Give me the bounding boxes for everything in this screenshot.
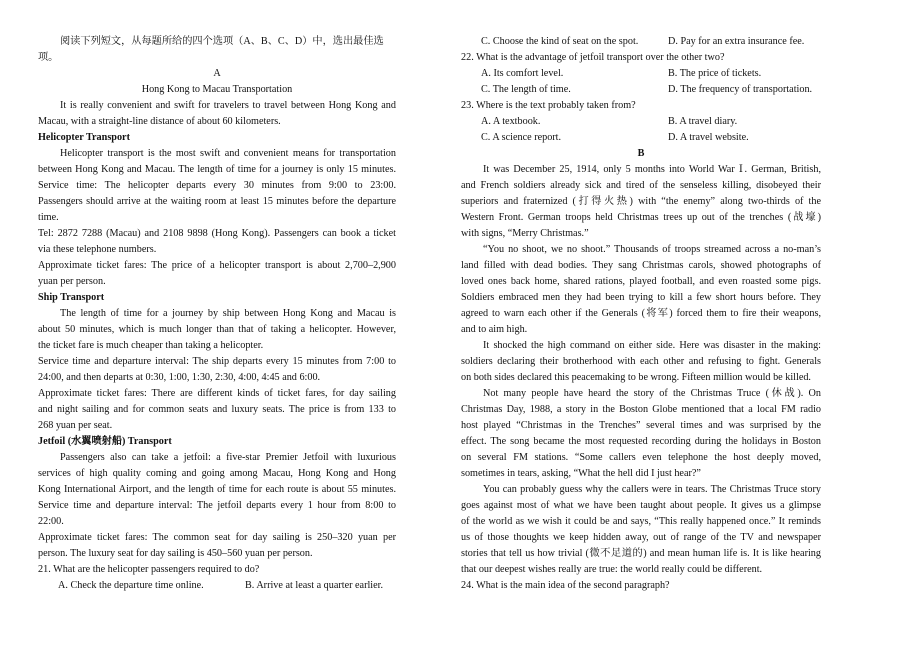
passage-b-line: Western Front. German troops held Christmas trees up out of the trenches (战壕) <box>461 212 821 223</box>
question-23-options <box>461 130 821 146</box>
helicopter-line: via these telephone numbers. <box>38 244 157 255</box>
option-d: D. Pay for an extra insurance fee. <box>668 36 805 47</box>
passage-b-line: You can probably guess why the callers were in tears. The Christmas Truce story <box>483 484 821 495</box>
option-c: C. The length of time. <box>481 84 571 95</box>
passage-b-line: stories that tell us how trivial (微不足道的) and mean human life is. It is like hearing <box>461 548 821 559</box>
passage-b-line: goes against most of what we have been taught about people. It gives us a glimpse <box>461 500 821 511</box>
ship-line: Service time and departure interval: The ship departs every 15 minutes from 7:00 to <box>38 356 396 367</box>
helicopter-line: Tel: 2872 7288 (Macau) and 2108 9898 (Hong Kong). Passengers can book a ticket <box>38 228 396 239</box>
passage-b-line: and French soldiers already sick and tired of the senseless killing, disobeyed their <box>461 180 821 191</box>
question-23: 23. Where is the text probably taken from? <box>461 100 636 111</box>
option-c: C. Choose the kind of seat on the spot. <box>481 36 639 47</box>
question-21-options <box>38 578 396 594</box>
option-b: B. The price of tickets. <box>668 68 762 79</box>
ship-line: and night sailing and for common seats and luxury seats. The price is from 133 to <box>38 404 396 415</box>
ship-line: about 50 minutes, which is much longer than that of taking a helicopter. However, <box>38 324 396 335</box>
passage-b-line: us of those thoughts we keep hidden away, out of range of the TV and newspaper <box>461 532 821 543</box>
right-column <box>461 34 821 594</box>
option-a: A. A textbook. <box>481 116 541 127</box>
passage-b-line: and to aim high. <box>461 324 528 335</box>
passage-b-line: superiors and fraternized (打得火热) with “the enemy” along two-thirds of the <box>461 196 821 207</box>
section-b-letter: B <box>637 148 645 159</box>
jetfoil-line: 22:00. <box>38 516 64 527</box>
jetfoil-line: person. The luxury seat for day sailing is 450–560 yuan per person. <box>38 548 313 559</box>
passage-b-line: with signs, “Merry Christmas.” <box>461 228 589 239</box>
instruction-continued: 项。 <box>38 52 59 63</box>
passage-b-line: soldiers declaring their brotherhood with each other and refusing to fight. Generals <box>461 356 821 367</box>
passage-b-line: It shocked the high command on either side. Here was disaster in the making: <box>483 340 821 351</box>
ship-line: 268 yuan per seat. <box>38 420 113 431</box>
passage-b-line: effect. The song became the most requested recording during the holidays in Boston <box>461 436 821 447</box>
option-b: B. Arrive at least a quarter earlier. <box>245 580 384 591</box>
jetfoil-line: Approximate ticket fares: The common seat for day sailing is 250–320 yuan per <box>38 532 396 543</box>
question-23-options <box>461 114 821 130</box>
option-b: B. A travel diary. <box>668 116 738 127</box>
helicopter-line: yuan per person. <box>38 276 106 287</box>
ship-heading: Ship Transport <box>38 292 105 303</box>
passage-a-title: Hong Kong to Macau Transportation <box>141 84 293 95</box>
option-d: D. The frequency of transportation. <box>668 84 813 95</box>
passage-b-line: Christmas Day, 1988, a story in the Boston Globe mentioned that a local FM radio <box>461 404 821 415</box>
option-c: C. A science report. <box>481 132 562 143</box>
helicopter-line: Approximate ticket fares: The price of a helicopter transport is about 2,700–2,900 <box>38 260 396 271</box>
jetfoil-line: Passengers also can take a jetfoil: a five-star Premier Jetfoil with luxurious <box>60 452 396 463</box>
passage-b-line: “You no shoot, we no shoot.” Thousands of troops streamed across a no-man’s <box>483 244 821 255</box>
option-d: D. A travel website. <box>668 132 749 143</box>
question-21: 21. What are the helicopter passengers required to do? <box>38 564 260 575</box>
option-a: A. Its comfort level. <box>481 68 564 79</box>
intro-line: It is really convenient and swift for travelers to travel between Hong Kong and <box>60 100 396 111</box>
jetfoil-line: services of high quality coming and going among Macau, Hong Kong and Hong <box>38 468 396 479</box>
passage-b-line: host played “Christmas in the Trenches” several times and was surprised by the <box>461 420 821 431</box>
helicopter-line: Service time: The helicopter departs every 30 minutes from 9:00 to 23:00. <box>38 180 396 191</box>
helicopter-line: Helicopter transport is the most swift and convenient means for transportation <box>60 148 396 159</box>
question-21-options-cont <box>461 34 821 50</box>
helicopter-line: between Hong Kong and Macau. The length of time for a journey is only 15 minutes. <box>38 164 396 175</box>
option-a: A. Check the departure time online. <box>58 580 204 591</box>
ship-line: the ticket fare is much cheaper than taking a helicopter. <box>38 340 264 351</box>
instruction: 阅读下列短文，从每题所给的四个选项（A、B、C、D）中，选出最佳选 <box>60 36 384 47</box>
passage-b-line: of the world as we wish it could be and says, “This really happened once.” It reminds <box>461 516 821 527</box>
left-column <box>38 34 396 594</box>
passage-b-line: land filled with dead bodies. They sang Christmas carols, showed photographs of <box>461 260 821 271</box>
passage-b-line: Not many people have heard the story of the Christmas Truce (休战). On <box>483 388 821 399</box>
helicopter-line: time. <box>38 212 59 223</box>
intro-line: Macau, with a straight-line distance of about 60 kilometers. <box>38 116 281 127</box>
question-22: 22. What is the advantage of jetfoil transport over the other two? <box>461 52 725 63</box>
passage-b-line: on both sides declared this peacemaking to be wrong. Fifteen million would be killed. <box>461 372 811 383</box>
passage-b-line: sometimes in tears, asking, “What the hell did I just hear?” <box>461 468 701 479</box>
ship-line: 24:00, and then departs at 0:30, 1:00, 1:30, 2:30, 4:00, 4:45 and 6:00. <box>38 372 321 383</box>
jetfoil-line: Kong International Airport, and the length of time for each route is about 55 minutes. <box>38 484 396 495</box>
passage-b-line: Soldiers embraced men they had been trying to kill a few short hours before. They <box>461 292 821 303</box>
ship-line: Approximate ticket fares: There are different kinds of ticket fares, for day sailing <box>38 388 396 399</box>
jetfoil-heading: Jetfoil (水翼喷射船) Transport <box>38 436 172 447</box>
question-22-options <box>461 82 821 98</box>
helicopter-line: Passengers should arrive at the waiting room at least 15 minutes before the departure <box>38 196 396 207</box>
passage-b-line: It was December 25, 1914, only 5 months into World War Ⅰ. German, British, <box>483 164 821 175</box>
question-24: 24. What is the main idea of the second paragraph? <box>461 580 670 591</box>
passage-b-line: loved ones back home, shared rations, played football, and even roasted some pigs. <box>461 276 821 287</box>
helicopter-heading: Helicopter Transport <box>38 132 130 143</box>
question-22-options <box>461 66 821 82</box>
passage-b-line: that our deepest wishes really are true: the world really could be different. <box>461 564 763 575</box>
jetfoil-line: Service time and departure interval: The jetfoil departs every 1 hour from 8:00 to <box>38 500 396 511</box>
passage-b-line: agreed to warn each other if the Generals (将军) forced them to fire their weapons, <box>461 308 821 319</box>
section-a-letter: A <box>213 68 221 79</box>
ship-line: The length of time for a journey by ship between Hong Kong and Macau is <box>60 308 396 319</box>
passage-b-line: on several FM stations. “Some callers even telephone the host deeply moved, <box>461 452 821 463</box>
